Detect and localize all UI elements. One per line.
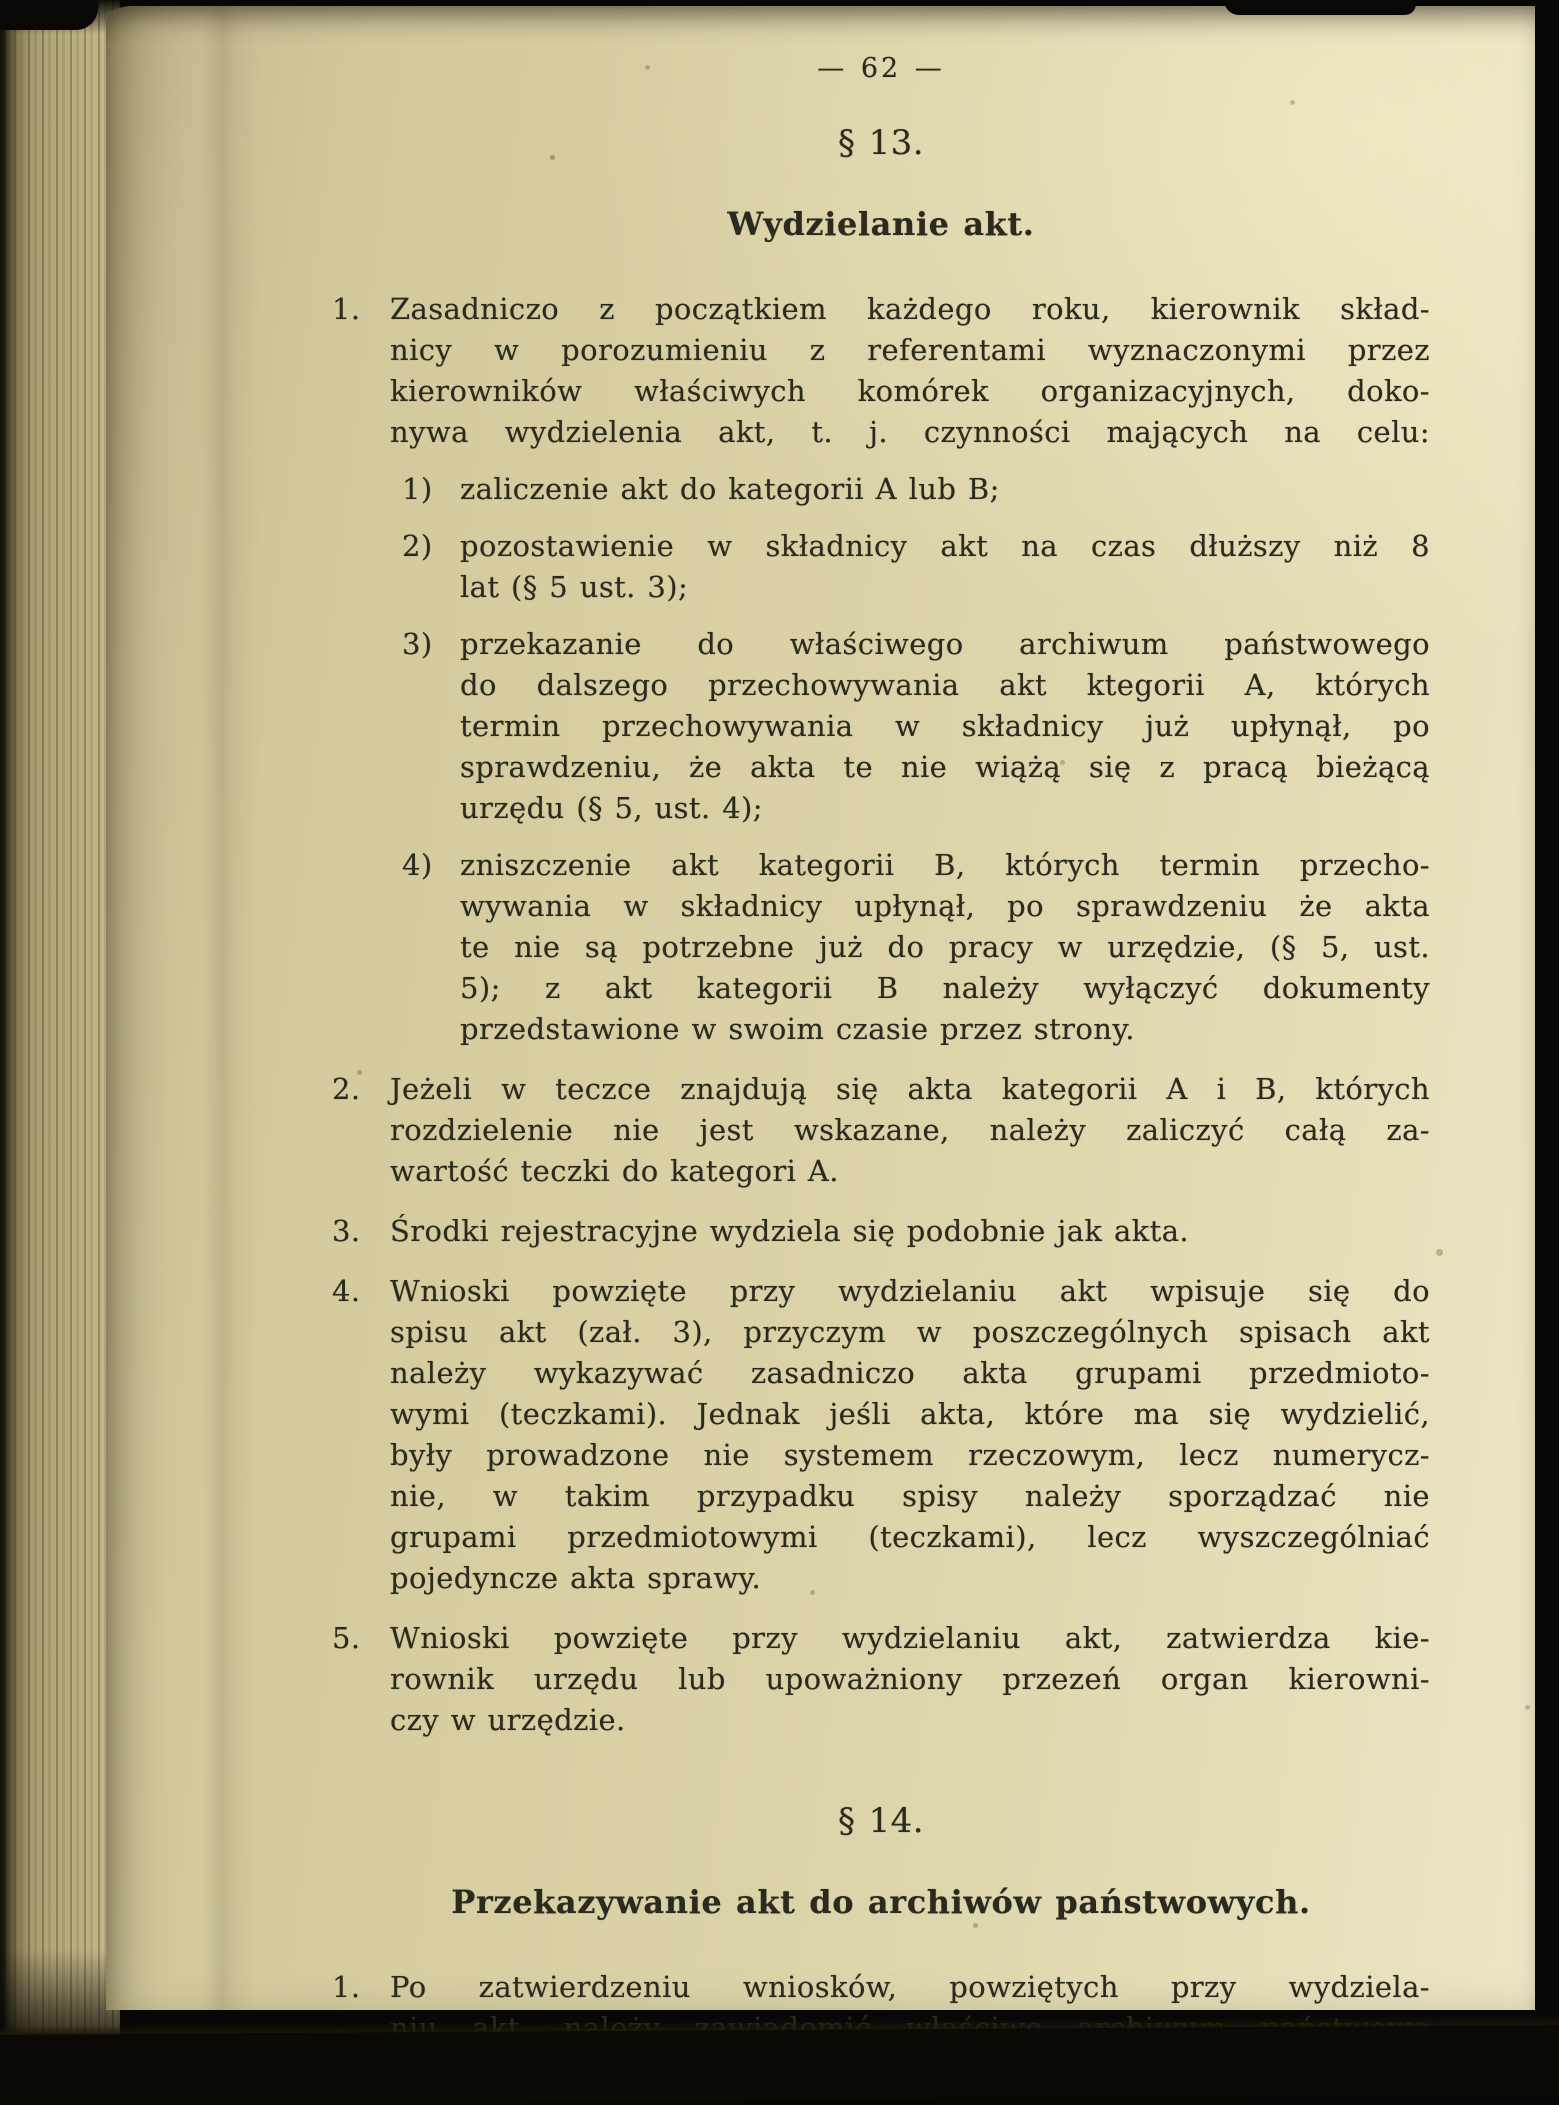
text-line: rozdzielenie nie jest wskazane, należy zaliczyć całą za-	[390, 1113, 1430, 1147]
text-line: te nie są potrzebne już do pracy w urzędzie, (§ 5, ust.	[460, 930, 1430, 964]
page-number: — 62 —	[817, 53, 945, 84]
book-bottom-edge	[0, 2025, 1559, 2105]
book-page-stack-edge	[0, 0, 120, 2059]
text-line: pozostawienie w składnicy akt na czas dłuższy niż 8	[460, 529, 1430, 563]
sub-list-item	[402, 526, 1430, 608]
page-surface	[106, 6, 1535, 2010]
text-line: zaliczenie akt do kategorii A lub B;	[460, 472, 1000, 506]
list-item	[332, 1618, 1430, 1741]
list-item	[332, 1211, 1430, 1252]
text-line: nicy w porozumieniu z referentami wyznaczonymi przez	[390, 333, 1430, 367]
text-line: wymi (teczkami). Jednak jeśli akta, które ma się wydzielić,	[390, 1397, 1430, 1431]
text-line: nie, w takim przypadku spisy należy sporządzać nie	[390, 1479, 1430, 1513]
text-line: czy w urzędzie.	[390, 1703, 626, 1737]
text-line: 5); z akt kategorii B należy wyłączyć dokumenty	[460, 971, 1430, 1005]
item-marker: 4)	[402, 848, 433, 882]
item-marker: 1.	[332, 1970, 361, 2004]
text-line: lat (§ 5 ust. 3);	[460, 570, 689, 604]
sub-list	[390, 469, 1430, 1050]
item-text	[460, 469, 1430, 510]
section-title: Wydzielanie akt.	[727, 205, 1035, 243]
text-line: nywa wydzielenia akt, t. j. czynności mających na celu:	[390, 415, 1430, 449]
text-line: Jeżeli w teczce znajdują się akta kategorii A i B, których	[390, 1072, 1430, 1106]
document-body	[332, 123, 1430, 2090]
item-marker: 1)	[402, 472, 433, 506]
text-line: Wnioski powzięte przy wydzielaniu akt wpisuje się do	[390, 1274, 1430, 1308]
text-line: spisu akt (zał. 3), przyczym w poszczególnych spisach akt	[390, 1315, 1430, 1349]
text-line: sprawdzeniu, że akta te nie wiążą się z pracą bieżącą	[460, 750, 1430, 784]
item-marker: 2)	[402, 529, 433, 563]
text-line: wartość teczki do kategori A.	[390, 1154, 839, 1188]
top-left-shadow	[0, 0, 98, 30]
text-line: były prowadzone nie systemem rzeczowym, lecz numerycz-	[390, 1438, 1430, 1472]
text-line: Środki rejestracyjne wydziela się podobnie jak akta.	[390, 1214, 1190, 1248]
text-line: należy wykazywać zasadniczo akta grupami przedmioto-	[390, 1356, 1430, 1390]
text-line: Wnioski powzięte przy wydzielaniu akt, zatwierdza kie-	[390, 1621, 1430, 1655]
item-text	[390, 1211, 1430, 1252]
text-line: rownik urzędu lub upoważniony przezeń organ kierowni-	[390, 1662, 1430, 1696]
text-line: wywania w składnicy upłynął, po sprawdzeniu że akta	[460, 889, 1430, 923]
text-line: pojedyncze akta sprawy.	[390, 1561, 762, 1595]
section-heading: § 13.	[838, 123, 924, 163]
list-item	[332, 289, 1430, 1050]
section-13	[332, 123, 1430, 1741]
text-line: grupami przedmiotowymi (teczkami), lecz wyszczególniać	[390, 1520, 1430, 1554]
section-heading: § 14.	[838, 1801, 924, 1841]
text-line: do dalszego przechowywania akt ktegorii A, których	[460, 668, 1430, 702]
item-text	[390, 1618, 1430, 1741]
ordered-list	[332, 289, 1430, 1741]
sub-list-item	[402, 845, 1430, 1050]
item-marker: 5.	[332, 1621, 361, 1655]
item-marker: 4.	[332, 1274, 361, 1308]
item-text	[460, 624, 1430, 829]
sub-list-item	[402, 469, 1430, 510]
item-text	[460, 845, 1430, 1050]
text-line: przedstawione w swoim czasie przez strony.	[460, 1012, 1135, 1046]
item-text	[460, 526, 1430, 608]
item-text	[390, 1069, 1430, 1192]
item-marker: 2.	[332, 1072, 361, 1106]
item-text	[390, 1271, 1430, 1599]
text-line: termin przechowywania w składnicy już upłynął, po	[460, 709, 1430, 743]
list-item	[332, 1271, 1430, 1599]
item-marker: 3.	[332, 1214, 361, 1248]
text-line: Zasadniczo z początkiem każdego roku, kierownik skład-	[390, 292, 1430, 326]
text-line: zniszczenie akt kategorii B, których termin przecho-	[460, 848, 1430, 882]
page-content	[332, 40, 1430, 2090]
section-title: Przekazywanie akt do archiwów państwowych.	[451, 1883, 1311, 1921]
sub-list-item	[402, 624, 1430, 829]
text-line: przekazanie do właściwego archiwum państwowego	[460, 627, 1430, 661]
text-line: urzędu (§ 5, ust. 4);	[460, 791, 763, 825]
page-tear-shadow	[1224, 0, 1416, 15]
list-item	[332, 1069, 1430, 1192]
text-line: Po zatwierdzeniu wniosków, powziętych przy wydziela-	[390, 1970, 1430, 2004]
item-text	[390, 289, 1430, 1050]
paper-speckles	[106, 6, 109, 9]
text-line: kierowników właściwych komórek organizacyjnych, doko-	[390, 374, 1430, 408]
item-marker: 1.	[332, 292, 361, 326]
item-marker: 3)	[402, 627, 433, 661]
